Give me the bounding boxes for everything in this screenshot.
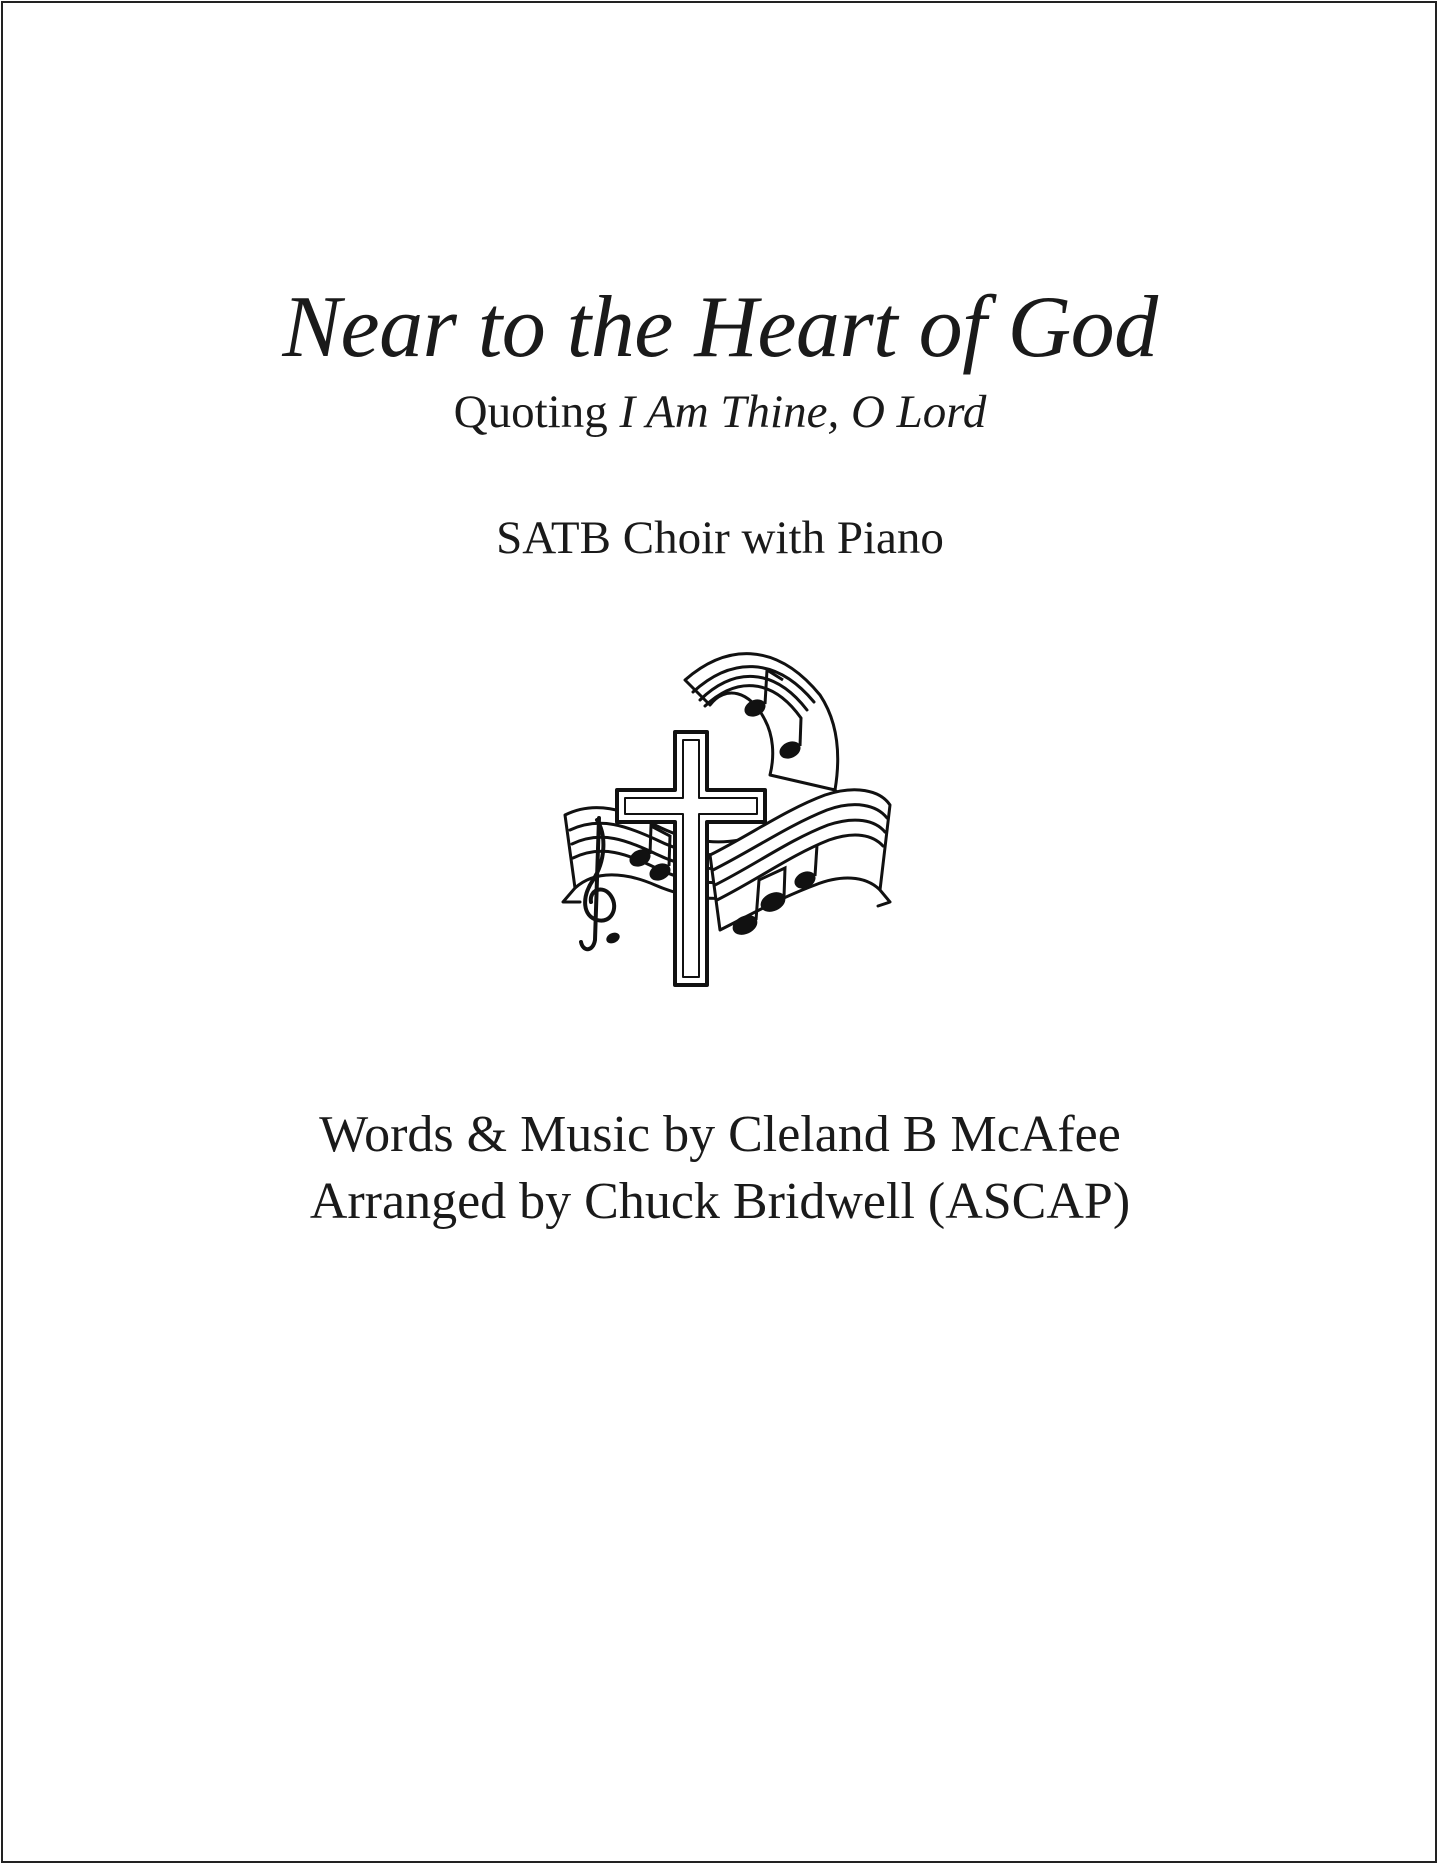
page-title: Near to the Heart of God [282,279,1158,376]
arranger-credit: Arranged by Chuck Bridwell (ASCAP) [309,1173,1131,1230]
voicing: SATB Choir with Piano [496,512,944,564]
words-music-credit: Words & Music by Cleland B McAfee [319,1106,1121,1163]
subtitle-quoted-hymn: I Am Thine, O Lord [619,386,987,438]
subtitle-prefix: Quoting [453,386,620,438]
subtitle [0,384,1440,440]
cross-music-banner-icon [535,640,895,1025]
